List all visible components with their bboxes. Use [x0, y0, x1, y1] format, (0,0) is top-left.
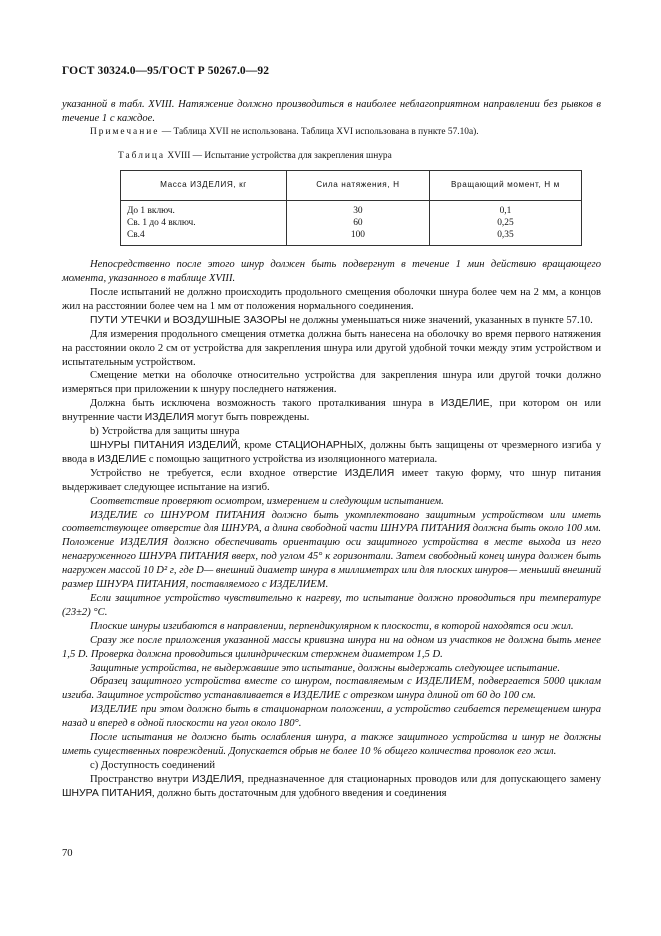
table-cell: 30 — [353, 205, 363, 216]
document-body — [62, 98, 601, 801]
paragraph-text: могут быть повреждены. — [194, 412, 310, 424]
table-cell: Св.4 — [127, 230, 145, 241]
subsection-heading: с) Доступность соединений — [90, 759, 215, 771]
table-caption — [118, 150, 601, 164]
term-caps: СТАЦИОНАРНЫХ — [275, 440, 364, 452]
term-caps: ИЗДЕЛИЕ — [440, 398, 490, 410]
term-caps: ШНУРЫ ПИТАНИЯ ИЗДЕЛИЙ — [90, 440, 238, 452]
paragraph-text: Пространство внутри — [90, 773, 192, 785]
paragraph-text: , при котором он или внутренние части — [62, 398, 601, 424]
paragraph-text: , кроме — [237, 440, 276, 452]
paragraph: После испытания не должно быть ослабления шнура, а также защитного устройства и шнур не должны иметь существенных повреждений. Допускается обрыв не более 10 % общего количества проволок его жил. — [62, 732, 601, 757]
note — [62, 126, 601, 140]
table-body-row — [121, 200, 582, 246]
subsection-heading: b) Устройства для защиты шнура — [90, 426, 240, 438]
table-cell: 0,35 — [497, 230, 514, 241]
paragraph: Защитные устройства, не выдержавшие это испытание, должны выдержать следующее испытание. — [90, 662, 561, 674]
paragraph-text: , должны быть защищены от чрезмерного изгиба у ввода в — [62, 440, 601, 465]
table-caption-label: Таблица — [118, 150, 166, 161]
table-column-torque — [429, 200, 581, 246]
paragraph: Сразу же после приложения указанной массы кривизна шнура ни на одном из участков не должна быть менее 1,5 D. Проверка должна проводиться цилиндрическим стержнем диаметром 1,5 D. — [62, 634, 601, 660]
table-cell: 100 — [350, 230, 365, 241]
paragraph — [62, 467, 601, 495]
table-cell: 0,1 — [499, 205, 512, 216]
paragraph: Соответствие проверяют осмотром, измерением и следующим испытанием. — [90, 495, 444, 507]
table-header-force: Сила натяжения, Н — [286, 170, 429, 200]
paragraph-text: с помощью защитного устройства из изоляционного материала. — [146, 453, 438, 465]
table-cell: 0,25 — [497, 217, 514, 228]
paragraph: После испытаний не должно происходить продольного смещения оболочки шнура более чем на 2 мм, а концов жил на расстоянии более чем на 1 мм от положения нормального соединения. — [62, 287, 601, 312]
paragraph-text: имеет такую форму, что шнур питания выдерживает следующее испытание на изгиб. — [62, 467, 601, 493]
paragraph-text: , предназначенное для стационарных проводов или для допускающего замену — [241, 773, 602, 785]
note-label: Примечание — [90, 126, 160, 137]
table-cell: До 1 включ. — [127, 205, 175, 216]
paragraph: Для измерения продольного смещения отметка должна быть нанесена на оболочку во время первого натяжения на расстоянии около 2 см от устройства для закрепления шнура или другой удобной точки между этим устройством и испытательным устройством. — [62, 328, 601, 368]
paragraph — [62, 439, 601, 467]
table-cell: Св. 1 до 4 включ. — [127, 217, 196, 228]
note-text: — Таблица XVII не использована. Таблица XVI использована в пункте 57.10а). — [159, 126, 479, 137]
paragraph-text: Должна быть исключена возможность такого проталкивания шнура в — [90, 398, 441, 410]
paragraph: Непосредственно после этого шнур должен быть подвергнут в течение 1 мин действию вращающего момента, указанного в таблице XVIII. — [62, 259, 601, 285]
term-caps: ИЗДЕЛИЯ — [144, 412, 195, 424]
paragraph-continuation: указанной в табл. XVIII. Натяжение должно производиться в наиболее неблагоприятном направлении без рывков в течение 1 с каждое. — [62, 99, 601, 124]
term-caps: ИЗДЕЛИЯ — [191, 773, 242, 785]
term-caps: ИЗДЕЛИЯ — [344, 467, 395, 479]
table-cell: 60 — [353, 217, 363, 228]
table-column-mass — [121, 200, 287, 246]
paragraph — [62, 773, 601, 801]
term-caps: ИЗДЕЛИЕ — [97, 453, 147, 465]
paragraph: ИЗДЕЛИЕ со ШНУРОМ ПИТАНИЯ должно быть укомплектовано защитным устройством или иметь соответствующее отверстие для ШНУРА, а длина свободной части ШНУРА ПИТАНИЯ должна быть около 100 мм. Положение ИЗДЕЛИЯ должно обеспечивать ориентацию оси защитного устройства в месте выхода из него ненагруженного ШНУРА ПИТАНИЯ вверх, под углом 45° к горизонтали. Затем свободный конец шнура должен быть нагружен массой 10 D² г, где D— внешний диаметр шнура в миллиметрах или для плоских шнуров— меньший внешний размер ШНУРА ПИТАНИЯ, поставляемого с ИЗДЕЛИЕМ. — [62, 509, 601, 591]
table-caption-text: XVIII — Испытание устройства для закрепления шнура — [165, 150, 392, 161]
table-header-mass: Масса ИЗДЕЛИЯ, кг — [121, 170, 287, 200]
paragraph: Смещение метки на оболочке относительно устройства для закрепления шнура или другой точки должно измеряться при приложении к шнуру последнего натяжения. — [62, 370, 601, 396]
paragraph: Если защитное устройство чувствительно к нагреву, то испытание должно проводиться при температуре (23±2) °С. — [62, 592, 601, 618]
table-header-torque: Вращающий момент, Н м — [429, 170, 581, 200]
paragraph-text: , должно быть достаточным для удобного введения и соединения — [152, 787, 447, 799]
table-column-force — [286, 200, 429, 246]
term-caps: ШНУРА ПИТАНИЯ — [62, 787, 153, 799]
paragraph-text: не должны уменьшаться ниже значений, указанных в пункте 57.10. — [286, 314, 593, 326]
term-caps: ПУТИ УТЕЧКИ и ВОЗДУШНЫЕ ЗАЗОРЫ — [90, 314, 287, 326]
page-number: 70 — [62, 848, 73, 859]
paragraph: Плоские шнуры изгибаются в направлении, перпендикулярном к плоскости, в которой находятся оси жил. — [90, 620, 574, 632]
paragraph — [62, 314, 601, 328]
document-header: ГОСТ 30324.0—95/ГОСТ Р 50267.0—92 — [62, 65, 270, 77]
paragraph — [62, 397, 601, 425]
paragraph: Образец защитного устройства вместе со шнуром, поставляемым с ИЗДЕЛИЕМ, подвергается 5000 циклам изгиба. Защитное устройство устанавливается в ИЗДЕЛИЕ с отрезком шнура длиной от 60 до 100 см. — [62, 676, 601, 702]
test-table — [120, 170, 582, 247]
paragraph-text: Устройство не требуется, если входное отверстие — [90, 467, 345, 479]
paragraph: ИЗДЕЛИЕ при этом должно быть в стационарном положении, а устройство сгибается перемещением шнура назад и вперед в одной плоскости на угол около 180°. — [62, 704, 601, 730]
table-header-row — [121, 170, 582, 200]
